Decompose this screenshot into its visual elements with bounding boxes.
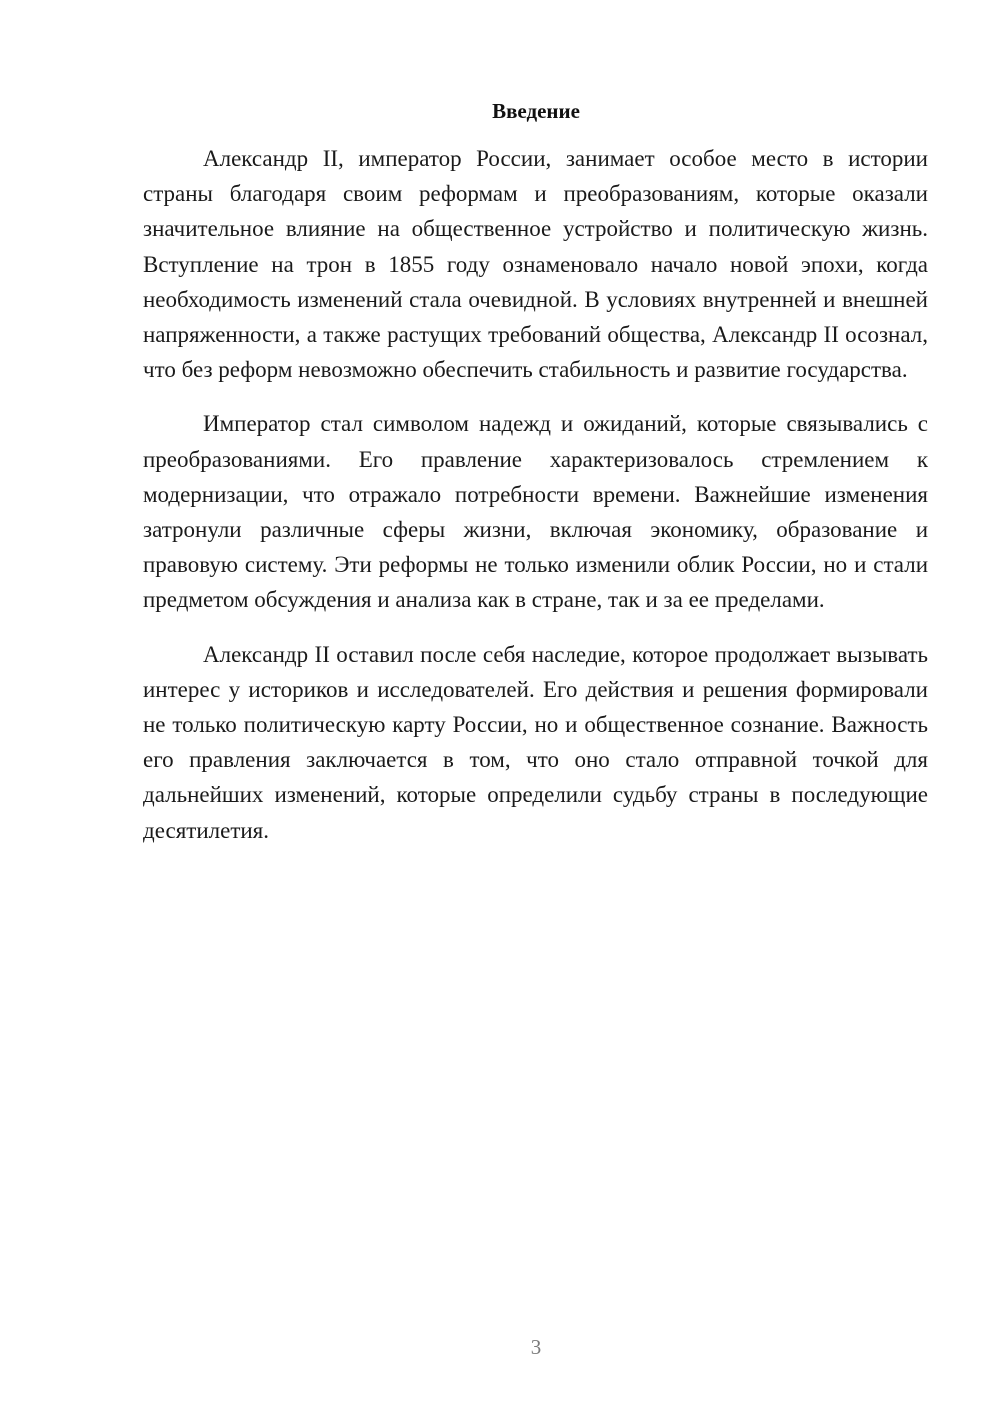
body-text (143, 141, 928, 848)
paragraph-1: Александр II, император России, занимает особое место в истории страны благодаря своим реформам и преобразованиям, которые оказали значительное влияние на общественное устройство и политическую жизнь. Вступление на трон в 1855 году ознаменовало начало новой эпохи, когда необходимость изменений стала очевидной. В условиях внутренней и внешней напряженности, а также растущих требований общества, Александр II осознал, что без реформ невозможно обеспечить стабильность и развитие государства. (143, 146, 928, 383)
paragraph-2: Император стал символом надежд и ожиданий, которые связывались с преобразованиями. Его правление характеризовалось стремлением к модернизации, что отражало потребности времени. Важнейшие изменения затронули различные сферы жизни, включая экономику, образование и правовую систему. Эти реформы не только изменили облик России, но и стали предметом обсуждения и анализа как в стране, так и за ее пределами. (143, 411, 928, 613)
paragraph-3: Александр II оставил после себя наследие, которое продолжает вызывать интерес у историков и исследователей. Его действия и решения формировали не только политическую карту России, но и общественное сознание. Важность его правления заключается в том, что оно стало отправной точкой для дальнейших изменений, которые определили судьбу страны в последующие десятилетия. (143, 641, 928, 843)
section-heading: Введение (492, 99, 580, 123)
page-number: 3 (530, 1335, 542, 1359)
